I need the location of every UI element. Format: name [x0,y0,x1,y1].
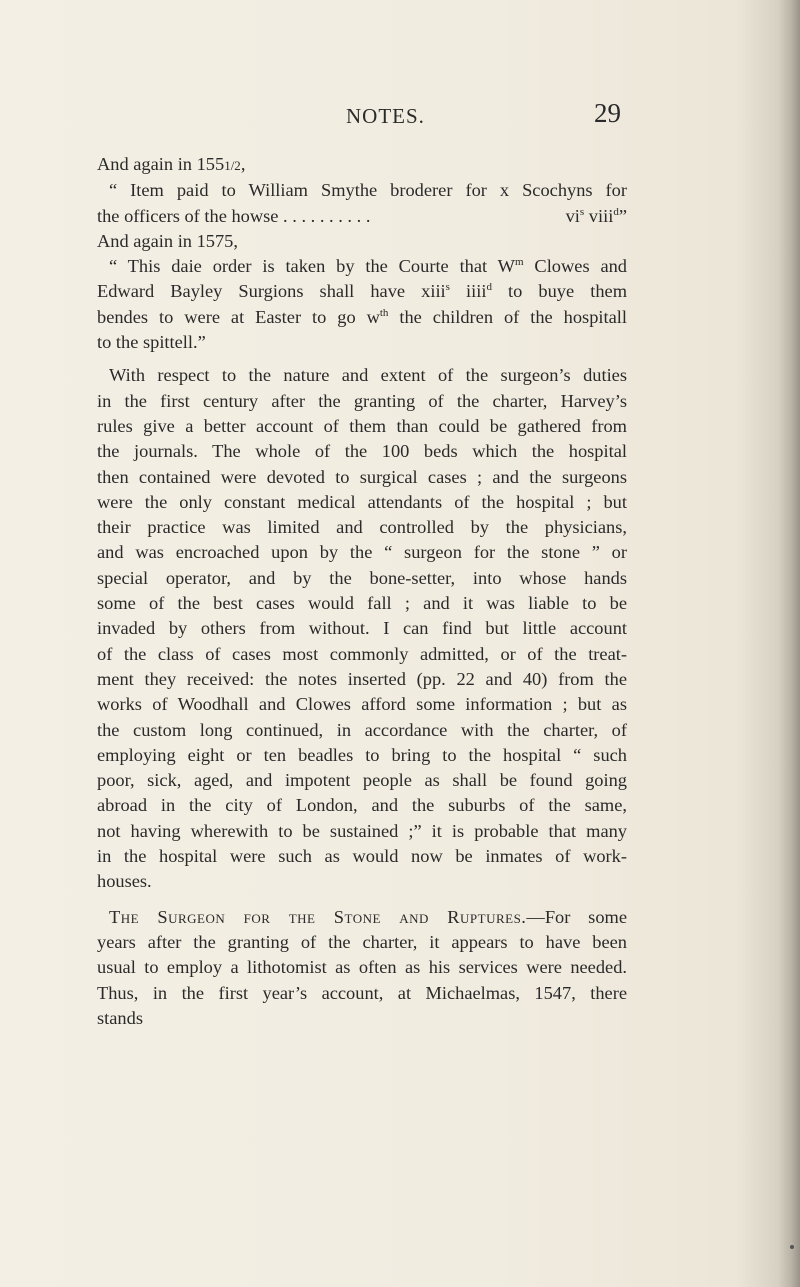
running-head: NOTES. [346,104,425,128]
text-line: and was encroached upon by the “ surgeon for the stone ” or [97,542,627,563]
text-line: their practice was limited and controlled by the physicians, [97,517,627,538]
quote-line: Edward Bayley Surgions shall have xiii$^s$ iiii$^d$ to buye them [97,281,627,302]
quote-line: “ This daie order is taken by the Courte that $W^m$ Clowes and [109,256,627,277]
text-line: poor, sick, aged, and impotent people as shall be found going [97,770,627,791]
paragraph-intro-1552: And again in 1551/2, [97,154,246,174]
text-line: houses. [97,871,152,892]
text-line: of the class of cases most commonly admitted, or of the treat- [97,643,627,664]
quote-line: bendes to were at Easter to go $w^{th}$ the children of the hospitall [97,306,627,327]
text-line: invaded by others from without. I can find but little account [97,618,627,639]
page-number: 29 [594,98,621,128]
text-line: then contained were devoted to surgical cases ; and the surgeons [97,466,627,487]
text-line: usual to employ a lithotomist as often as his services were needed. [97,957,627,978]
paragraph-intro-1575: And again in 1575, [97,230,238,251]
text-line: the journals. The whole of the 100 beds which the hospital [97,441,627,462]
text-line: years after the granting of the charter, it appears to have been [97,931,627,952]
text-line: ment they received: the notes inserted (pp. 22 and 40) from the [97,668,627,689]
fraction-half: 1/2 [224,158,241,173]
section-heading: The Surgeon for the Stone and Ruptures. [109,906,527,927]
quote-line: “ Item paid to William Smythe broderer for x Scochyns for [109,180,627,201]
page-mark [790,1245,794,1249]
text-line: stands [97,1007,143,1028]
body-text [97,152,627,1031]
page-header [0,98,800,132]
page-edge-shadow [778,0,800,1287]
text-line: in the first century after the granting of the charter, Harvey’s [97,390,627,411]
text-line: works of Woodhall and Clowes afford some information ; but as [97,694,627,715]
text-line: were the only constant medical attendants of the hospital ; but [97,491,627,512]
text-line: Thus, in the first year’s account, at Michaelmas, 1547, there [97,982,627,1003]
text-line: employing eight or ten beadles to bring to the hospital “ such [97,744,627,765]
text-line: in the hospital were such as would now be inmates of work- [97,846,627,867]
quote-line: to the spittell.” [97,332,206,353]
text-line: special operator, and by the bone-setter, into whose hands [97,567,627,588]
amount: $vi^s$ viii$^d$” [565,205,627,226]
paragraph-surgeon-for-stone [97,905,627,1031]
paragraph-surgeon-duties [97,363,627,894]
text-line: the custom long continued, in accordance with the charter, of [97,719,627,740]
text-line: With respect to the nature and extent of the surgeon’s duties [109,365,627,386]
text-line: abroad in the city of London, and the suburbs of the same, [97,795,627,816]
text-line: some of the best cases would fall ; and it was liable to be [97,593,627,614]
text-line: The Surgeon for the Stone and Ruptures.—For some [109,906,628,927]
text-line: rules give a better account of them than could be gathered from [97,415,627,436]
quote-order [97,254,627,355]
quote-scochyns [97,178,627,229]
quote-line-amount: the officers of the howse . . . . . . . . . . $vi^s$ viii$^d$” [97,204,627,229]
text-line: not having wherewith to be sustained ;” it is probable that many [97,820,627,841]
